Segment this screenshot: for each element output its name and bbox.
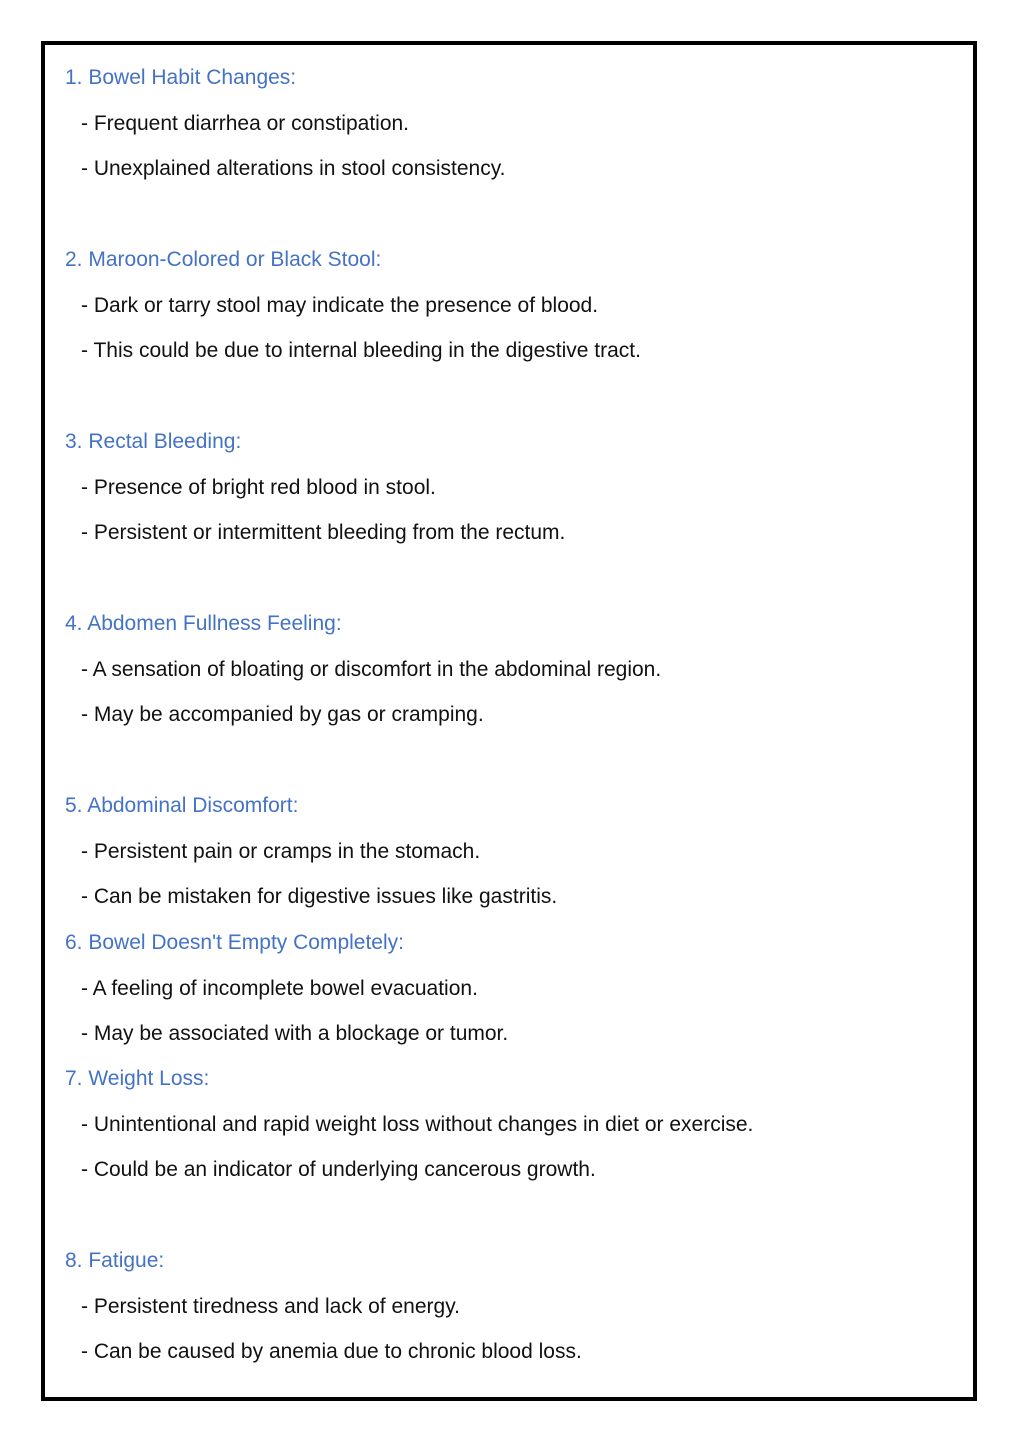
section-bowel-habit-changes (65, 63, 953, 184)
bullet-item: - Persistent pain or cramps in the stomach. (81, 839, 481, 863)
bullet-item: - Presence of bright red blood in stool. (81, 475, 436, 499)
bullet-item: - Could be an indicator of underlying cancerous growth. (81, 1158, 596, 1181)
bullet-item: - Unintentional and rapid weight loss without changes in diet or exercise. (81, 1112, 754, 1136)
bullet-item: - This could be due to internal bleeding in the digestive tract. (81, 339, 641, 362)
section-heading: 2. Maroon-Colored or Black Stool: (65, 248, 382, 271)
bullet-item: - Unexplained alterations in stool consistency. (81, 157, 506, 180)
section-fatigue (65, 1246, 953, 1367)
bullet-item: - Can be caused by anemia due to chronic blood loss. (81, 1340, 582, 1363)
section-abdomen-fullness (65, 609, 953, 730)
bullet-item: - May be accompanied by gas or cramping. (81, 703, 484, 726)
bullet-item: - Frequent diarrhea or constipation. (81, 111, 410, 135)
section-abdominal-discomfort (65, 791, 953, 912)
section-heading: 3. Rectal Bleeding: (65, 430, 242, 453)
bullet-item: - Dark or tarry stool may indicate the presence of blood. (81, 293, 599, 317)
bullet-item: - Persistent or intermittent bleeding from the rectum. (81, 521, 566, 544)
section-bowel-not-empty (65, 928, 953, 1049)
section-heading: 5. Abdominal Discomfort: (65, 794, 299, 817)
section-heading: 6. Bowel Doesn't Empty Completely: (65, 931, 404, 954)
section-maroon-black-stool (65, 245, 953, 366)
section-heading: 1. Bowel Habit Changes: (65, 66, 297, 89)
document-frame (41, 41, 977, 1401)
bullet-item: - Persistent tiredness and lack of energy. (81, 1294, 460, 1318)
section-heading: 4. Abdomen Fullness Feeling: (65, 612, 342, 635)
section-heading: 8. Fatigue: (65, 1249, 165, 1272)
section-weight-loss (65, 1064, 953, 1185)
bullet-item: - May be associated with a blockage or tumor. (81, 1022, 509, 1045)
bullet-item: - Can be mistaken for digestive issues like gastritis. (81, 885, 558, 908)
section-heading: 7. Weight Loss: (65, 1067, 210, 1090)
bullet-item: - A sensation of bloating or discomfort in the abdominal region. (81, 657, 662, 681)
bullet-item: - A feeling of incomplete bowel evacuation. (81, 976, 478, 1000)
section-rectal-bleeding (65, 427, 953, 548)
